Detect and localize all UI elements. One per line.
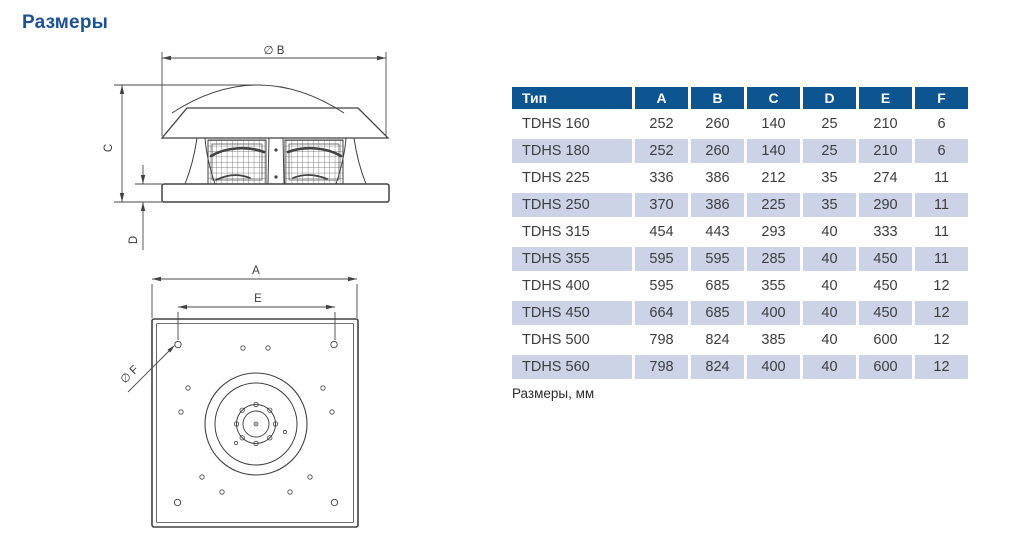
model-type-cell: TDHS 560 [512, 355, 632, 379]
dimension-value-cell: 40 [803, 301, 856, 325]
fan-dome [172, 85, 344, 113]
dimension-value-cell: 443 [705, 224, 730, 240]
dimension-value-cell: 385 [761, 332, 786, 348]
fan-base-plate [162, 184, 389, 202]
dimension-value-cell: 11 [915, 193, 968, 217]
dimension-value-cell: 40 [821, 224, 838, 240]
dimension-value-cell: 35 [821, 170, 838, 186]
dimension-value-cell: 685 [705, 278, 730, 294]
side-view [162, 85, 389, 202]
column-header-d: D [803, 87, 856, 109]
dimension-value-cell: 6 [937, 116, 946, 132]
dimension-value-cell: 600 [873, 332, 898, 348]
column-header-e: E [859, 87, 912, 109]
dimension-value-cell: 11 [915, 247, 968, 271]
dimension-value-cell: 664 [635, 301, 688, 325]
column-header-b: B [691, 87, 744, 109]
table-row [512, 166, 968, 190]
dimension-value-cell: 355 [761, 278, 786, 294]
dim-label-a: A [252, 265, 260, 277]
dimension-value-cell: 370 [635, 193, 688, 217]
dimension-value-cell: 798 [635, 355, 688, 379]
model-type-cell: TDHS 355 [512, 247, 632, 271]
plan-view [152, 319, 358, 527]
technical-drawing [0, 0, 500, 552]
dimension-value-cell: 400 [747, 301, 800, 325]
dimension-value-cell: 11 [933, 170, 950, 186]
model-type-cell: TDHS 400 [522, 278, 590, 294]
dimension-value-cell: 450 [873, 278, 898, 294]
dimension-value-cell: 12 [933, 278, 950, 294]
dimension-value-cell: 6 [915, 139, 968, 163]
dimension-value-cell: 595 [635, 247, 688, 271]
dimension-value-cell: 40 [821, 278, 838, 294]
dimension-value-cell: 336 [649, 170, 674, 186]
dimension-value-cell: 824 [691, 355, 744, 379]
dim-label-c: C [103, 143, 115, 153]
model-type-cell: TDHS 250 [512, 193, 632, 217]
plate-outline [152, 319, 358, 527]
dimension-value-cell: 454 [649, 224, 674, 240]
column-header-c: C [747, 87, 800, 109]
dimension-value-cell: 285 [747, 247, 800, 271]
hub-bolt-holes [234, 402, 286, 445]
dimension-value-cell: 140 [761, 116, 786, 132]
table-row [512, 355, 968, 379]
dimension-value-cell: 12 [915, 355, 968, 379]
table-footnote: Размеры, мм [512, 386, 595, 401]
dim-label-diameter-b: ∅ B [263, 45, 285, 57]
dim-label-e: E [254, 293, 262, 305]
dimension-value-cell: 210 [859, 139, 912, 163]
dimension-value-cell: 274 [873, 170, 898, 186]
column-header-f: F [915, 87, 968, 109]
dim-label-d: D [128, 235, 140, 245]
model-type-cell: TDHS 315 [522, 224, 590, 240]
dim-label-diameter-f: ∅ F [118, 363, 142, 387]
column-header-a: A [635, 87, 688, 109]
dimension-value-cell: 595 [649, 278, 674, 294]
model-type-cell: TDHS 160 [522, 116, 590, 132]
fan-grille-left [208, 140, 266, 184]
model-type-cell: TDHS 500 [522, 332, 590, 348]
dimension-value-cell: 40 [803, 355, 856, 379]
dimensions-table-container [512, 84, 971, 382]
page-title: Размеры [22, 12, 109, 33]
dimension-value-cell: 450 [859, 301, 912, 325]
dimension-value-cell: 386 [705, 170, 730, 186]
table-row [512, 193, 968, 217]
model-type-cell: TDHS 180 [512, 139, 632, 163]
dimension-value-cell: 290 [859, 193, 912, 217]
dimension-value-cell: 25 [803, 139, 856, 163]
dimension-value-cell: 11 [933, 224, 950, 240]
dimension-value-cell: 260 [705, 116, 730, 132]
dimension-value-cell: 293 [761, 224, 786, 240]
dimension-value-cell: 824 [705, 332, 730, 348]
dimension-value-cell: 595 [691, 247, 744, 271]
table-row [512, 247, 968, 271]
fan-cowl [162, 108, 388, 138]
dimension-value-cell: 252 [649, 116, 674, 132]
table-header-row [512, 87, 968, 109]
column-header-type: Тип [512, 87, 632, 109]
dimension-value-cell: 25 [821, 116, 838, 132]
dimension-value-cell: 333 [873, 224, 898, 240]
dimension-value-cell: 212 [761, 170, 786, 186]
dimension-value-cell: 252 [635, 139, 688, 163]
dimension-value-cell: 12 [933, 332, 950, 348]
dimension-value-cell: 40 [803, 247, 856, 271]
dimension-value-cell: 40 [821, 332, 838, 348]
dimension-value-cell: 260 [691, 139, 744, 163]
table-row [512, 301, 968, 325]
table-row [512, 220, 968, 244]
dimensions-table [509, 84, 971, 382]
table-row [512, 139, 968, 163]
dimension-value-cell: 685 [691, 301, 744, 325]
dimension-value-cell: 225 [747, 193, 800, 217]
dimension-value-cell: 35 [803, 193, 856, 217]
dimension-value-cell: 798 [649, 332, 674, 348]
dimension-value-cell: 140 [747, 139, 800, 163]
model-type-cell: TDHS 450 [512, 301, 632, 325]
dimension-value-cell: 386 [691, 193, 744, 217]
plate-holes [179, 346, 334, 494]
table-row [512, 274, 968, 298]
dimension-value-cell: 210 [873, 116, 898, 132]
dimension-value-cell: 450 [859, 247, 912, 271]
dimension-value-cell: 12 [915, 301, 968, 325]
model-type-cell: TDHS 225 [522, 170, 590, 186]
table-row [512, 112, 968, 136]
table-row [512, 328, 968, 352]
dimension-value-cell: 600 [859, 355, 912, 379]
dimension-value-cell: 400 [747, 355, 800, 379]
